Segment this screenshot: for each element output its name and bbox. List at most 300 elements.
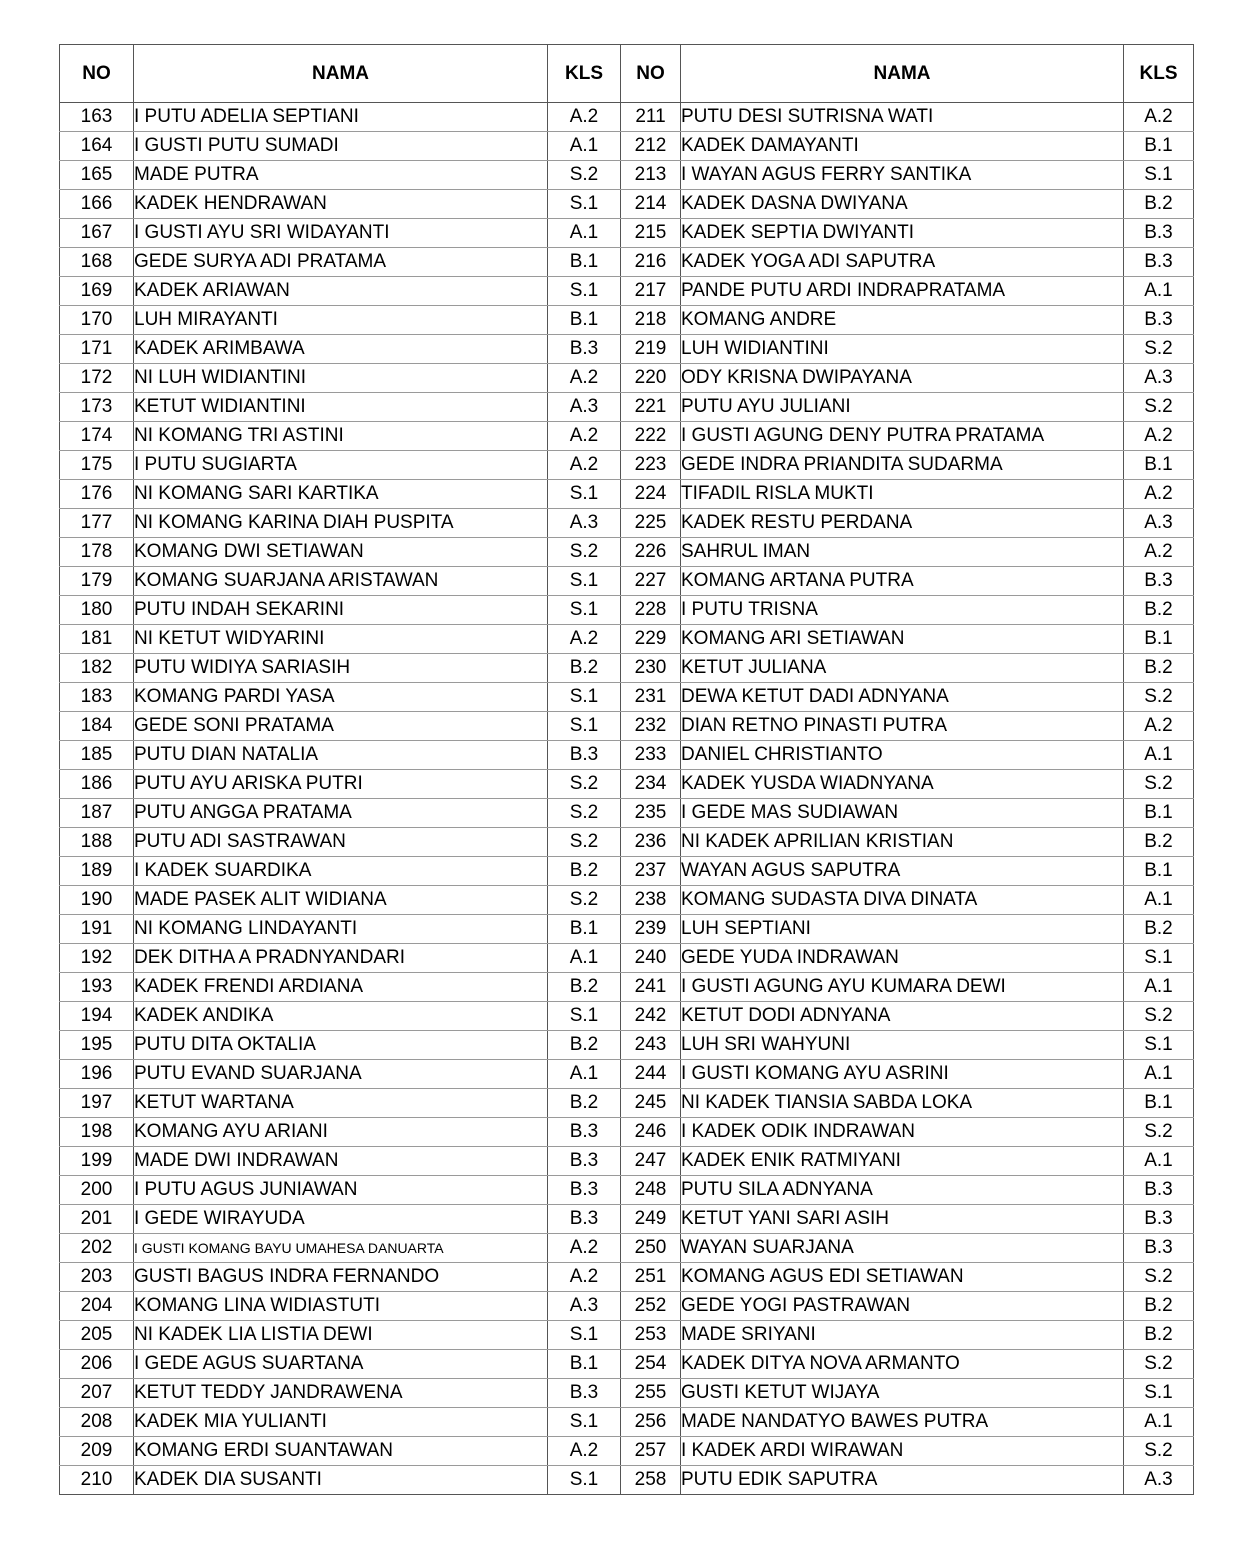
class-left: S.1	[548, 1321, 621, 1350]
student-name-left: PUTU DITA OKTALIA	[134, 1031, 548, 1060]
row-number-right: 241	[621, 973, 681, 1002]
table-row	[60, 596, 1194, 625]
class-left: S.2	[548, 799, 621, 828]
row-number-left: 186	[60, 770, 134, 799]
row-number-right: 234	[621, 770, 681, 799]
row-number-left: 163	[60, 103, 134, 132]
row-number-right: 255	[621, 1379, 681, 1408]
student-name-right: ODY KRISNA DWIPAYANA	[681, 364, 1124, 393]
student-name-left: PUTU INDAH SEKARINI	[134, 596, 548, 625]
class-left: A.2	[548, 1263, 621, 1292]
class-right: A.2	[1124, 712, 1194, 741]
row-number-left: 207	[60, 1379, 134, 1408]
student-name-right: KETUT DODI ADNYANA	[681, 1002, 1124, 1031]
table-row	[60, 1408, 1194, 1437]
student-name-right: DIAN RETNO PINASTI PUTRA	[681, 712, 1124, 741]
class-right: A.1	[1124, 1060, 1194, 1089]
row-number-right: 238	[621, 886, 681, 915]
student-name-left: KADEK ARIMBAWA	[134, 335, 548, 364]
class-left: S.1	[548, 683, 621, 712]
class-right: S.2	[1124, 1002, 1194, 1031]
student-name-left: KADEK FRENDI ARDIANA	[134, 973, 548, 1002]
class-left: S.2	[548, 886, 621, 915]
class-left: A.1	[548, 132, 621, 161]
row-number-right: 214	[621, 190, 681, 219]
table-row	[60, 1060, 1194, 1089]
student-name-right: PUTU AYU JULIANI	[681, 393, 1124, 422]
student-name-left: PUTU AYU ARISKA PUTRI	[134, 770, 548, 799]
row-number-right: 222	[621, 422, 681, 451]
student-name-right: GEDE YOGI PASTRAWAN	[681, 1292, 1124, 1321]
row-number-left: 195	[60, 1031, 134, 1060]
table-row	[60, 1176, 1194, 1205]
table-row	[60, 248, 1194, 277]
row-number-left: 204	[60, 1292, 134, 1321]
student-name-left: NI KETUT WIDYARINI	[134, 625, 548, 654]
row-number-right: 258	[621, 1466, 681, 1495]
table-row	[60, 1292, 1194, 1321]
student-name-right: KADEK DAMAYANTI	[681, 132, 1124, 161]
class-left: A.2	[548, 625, 621, 654]
row-number-right: 215	[621, 219, 681, 248]
student-name-right: KADEK DITYA NOVA ARMANTO	[681, 1350, 1124, 1379]
class-left: A.3	[548, 509, 621, 538]
class-left: A.2	[548, 1234, 621, 1263]
row-number-left: 202	[60, 1234, 134, 1263]
student-name-left: PUTU DIAN NATALIA	[134, 741, 548, 770]
student-name-left: I GUSTI KOMANG BAYU UMAHESA DANUARTA	[134, 1234, 548, 1263]
class-left: B.3	[548, 335, 621, 364]
row-number-right: 248	[621, 1176, 681, 1205]
class-left: S.1	[548, 480, 621, 509]
row-number-left: 182	[60, 654, 134, 683]
student-name-left: DEK DITHA A PRADNYANDARI	[134, 944, 548, 973]
row-number-right: 257	[621, 1437, 681, 1466]
class-right: S.1	[1124, 161, 1194, 190]
student-name-left: NI KOMANG TRI ASTINI	[134, 422, 548, 451]
table-row	[60, 103, 1194, 132]
student-name-right: I KADEK ARDI WIRAWAN	[681, 1437, 1124, 1466]
table-row	[60, 1089, 1194, 1118]
student-name-right: KETUT JULIANA	[681, 654, 1124, 683]
row-number-right: 240	[621, 944, 681, 973]
row-number-left: 196	[60, 1060, 134, 1089]
row-number-left: 194	[60, 1002, 134, 1031]
row-number-left: 180	[60, 596, 134, 625]
class-right: B.3	[1124, 567, 1194, 596]
class-right: S.1	[1124, 944, 1194, 973]
student-name-right: TIFADIL RISLA MUKTI	[681, 480, 1124, 509]
student-name-left: KADEK MIA YULIANTI	[134, 1408, 548, 1437]
student-name-right: KOMANG AGUS EDI SETIAWAN	[681, 1263, 1124, 1292]
header-kls-left: KLS	[548, 45, 621, 103]
table-row	[60, 567, 1194, 596]
row-number-right: 246	[621, 1118, 681, 1147]
table-row	[60, 973, 1194, 1002]
table-row	[60, 422, 1194, 451]
student-name-left: KETUT TEDDY JANDRAWENA	[134, 1379, 548, 1408]
row-number-left: 187	[60, 799, 134, 828]
student-name-right: KADEK SEPTIA DWIYANTI	[681, 219, 1124, 248]
class-right: B.2	[1124, 915, 1194, 944]
student-name-left: KOMANG ERDI SUANTAWAN	[134, 1437, 548, 1466]
class-right: A.2	[1124, 103, 1194, 132]
row-number-right: 252	[621, 1292, 681, 1321]
student-name-left: I GUSTI AYU SRI WIDAYANTI	[134, 219, 548, 248]
table-row	[60, 886, 1194, 915]
row-number-left: 178	[60, 538, 134, 567]
table-row	[60, 277, 1194, 306]
row-number-right: 249	[621, 1205, 681, 1234]
student-name-right: GEDE YUDA INDRAWAN	[681, 944, 1124, 973]
row-number-right: 232	[621, 712, 681, 741]
row-number-left: 201	[60, 1205, 134, 1234]
class-right: B.1	[1124, 625, 1194, 654]
class-right: S.2	[1124, 335, 1194, 364]
row-number-right: 228	[621, 596, 681, 625]
row-number-left: 189	[60, 857, 134, 886]
student-name-right: PUTU EDIK SAPUTRA	[681, 1466, 1124, 1495]
row-number-right: 211	[621, 103, 681, 132]
class-left: B.1	[548, 248, 621, 277]
row-number-right: 225	[621, 509, 681, 538]
row-number-left: 209	[60, 1437, 134, 1466]
student-name-left: I GUSTI PUTU SUMADI	[134, 132, 548, 161]
row-number-right: 236	[621, 828, 681, 857]
student-name-left: NI KOMANG LINDAYANTI	[134, 915, 548, 944]
table-row	[60, 857, 1194, 886]
student-name-right: KADEK DASNA DWIYANA	[681, 190, 1124, 219]
class-right: B.1	[1124, 451, 1194, 480]
student-name-right: WAYAN SUARJANA	[681, 1234, 1124, 1263]
row-number-left: 198	[60, 1118, 134, 1147]
row-number-right: 245	[621, 1089, 681, 1118]
student-name-left: GEDE SONI PRATAMA	[134, 712, 548, 741]
row-number-left: 183	[60, 683, 134, 712]
student-name-right: PUTU DESI SUTRISNA WATI	[681, 103, 1124, 132]
table-row	[60, 509, 1194, 538]
class-right: S.1	[1124, 1379, 1194, 1408]
class-left: B.1	[548, 306, 621, 335]
class-right: S.2	[1124, 1437, 1194, 1466]
table-row	[60, 1466, 1194, 1495]
student-name-right: I GUSTI AGUNG AYU KUMARA DEWI	[681, 973, 1124, 1002]
row-number-left: 208	[60, 1408, 134, 1437]
row-number-right: 254	[621, 1350, 681, 1379]
table-row	[60, 770, 1194, 799]
table-row	[60, 683, 1194, 712]
student-name-left: KOMANG AYU ARIANI	[134, 1118, 548, 1147]
table-row	[60, 1205, 1194, 1234]
student-name-left: KOMANG LINA WIDIASTUTI	[134, 1292, 548, 1321]
table-row	[60, 364, 1194, 393]
row-number-right: 231	[621, 683, 681, 712]
row-number-left: 177	[60, 509, 134, 538]
student-name-right: WAYAN AGUS SAPUTRA	[681, 857, 1124, 886]
student-roster-sheet	[59, 44, 1194, 1495]
table-row	[60, 828, 1194, 857]
table-row	[60, 1350, 1194, 1379]
class-left: S.2	[548, 161, 621, 190]
row-number-left: 185	[60, 741, 134, 770]
student-name-left: I GEDE WIRAYUDA	[134, 1205, 548, 1234]
row-number-left: 199	[60, 1147, 134, 1176]
student-name-right: KOMANG SUDASTA DIVA DINATA	[681, 886, 1124, 915]
class-right: S.2	[1124, 1350, 1194, 1379]
row-number-right: 223	[621, 451, 681, 480]
row-number-right: 213	[621, 161, 681, 190]
table-row	[60, 915, 1194, 944]
student-roster-table	[59, 44, 1194, 1495]
class-left: S.2	[548, 538, 621, 567]
class-right: A.2	[1124, 422, 1194, 451]
class-left: B.3	[548, 741, 621, 770]
table-row	[60, 538, 1194, 567]
table-row	[60, 393, 1194, 422]
class-left: A.3	[548, 393, 621, 422]
class-left: S.2	[548, 770, 621, 799]
class-left: S.1	[548, 277, 621, 306]
class-right: A.2	[1124, 538, 1194, 567]
student-name-right: DANIEL CHRISTIANTO	[681, 741, 1124, 770]
class-left: B.2	[548, 1089, 621, 1118]
class-left: A.1	[548, 219, 621, 248]
student-name-right: I KADEK ODIK INDRAWAN	[681, 1118, 1124, 1147]
student-name-left: KOMANG PARDI YASA	[134, 683, 548, 712]
row-number-right: 233	[621, 741, 681, 770]
row-number-right: 219	[621, 335, 681, 364]
class-left: B.1	[548, 915, 621, 944]
student-name-left: I PUTU SUGIARTA	[134, 451, 548, 480]
table-row	[60, 1031, 1194, 1060]
student-name-left: NI LUH WIDIANTINI	[134, 364, 548, 393]
class-right: B.2	[1124, 596, 1194, 625]
class-right: S.1	[1124, 1031, 1194, 1060]
class-left: A.1	[548, 944, 621, 973]
student-name-right: KOMANG ANDRE	[681, 306, 1124, 335]
student-name-left: GUSTI BAGUS INDRA FERNANDO	[134, 1263, 548, 1292]
row-number-right: 227	[621, 567, 681, 596]
student-name-left: LUH MIRAYANTI	[134, 306, 548, 335]
class-right: A.1	[1124, 886, 1194, 915]
row-number-left: 188	[60, 828, 134, 857]
row-number-left: 200	[60, 1176, 134, 1205]
student-name-right: I PUTU TRISNA	[681, 596, 1124, 625]
class-right: B.1	[1124, 1089, 1194, 1118]
table-row	[60, 1321, 1194, 1350]
row-number-right: 250	[621, 1234, 681, 1263]
class-right: A.1	[1124, 277, 1194, 306]
header-kls-right: KLS	[1124, 45, 1194, 103]
student-name-left: KETUT WARTANA	[134, 1089, 548, 1118]
class-left: S.1	[548, 190, 621, 219]
row-number-left: 164	[60, 132, 134, 161]
student-name-right: I GUSTI AGUNG DENY PUTRA PRATAMA	[681, 422, 1124, 451]
row-number-left: 192	[60, 944, 134, 973]
table-row	[60, 1002, 1194, 1031]
class-left: B.2	[548, 654, 621, 683]
class-left: S.1	[548, 567, 621, 596]
table-row	[60, 1437, 1194, 1466]
student-name-left: PUTU ANGGA PRATAMA	[134, 799, 548, 828]
row-number-left: 179	[60, 567, 134, 596]
student-name-right: PUTU SILA ADNYANA	[681, 1176, 1124, 1205]
class-right: B.3	[1124, 1205, 1194, 1234]
header-no-left: NO	[60, 45, 134, 103]
row-number-right: 226	[621, 538, 681, 567]
table-row	[60, 799, 1194, 828]
row-number-right: 237	[621, 857, 681, 886]
student-name-left: KADEK DIA SUSANTI	[134, 1466, 548, 1495]
row-number-right: 221	[621, 393, 681, 422]
table-row	[60, 480, 1194, 509]
student-name-left: I PUTU ADELIA SEPTIANI	[134, 103, 548, 132]
class-right: A.1	[1124, 973, 1194, 1002]
class-left: A.2	[548, 103, 621, 132]
class-left: S.1	[548, 596, 621, 625]
table-row	[60, 1147, 1194, 1176]
row-number-right: 243	[621, 1031, 681, 1060]
row-number-right: 224	[621, 480, 681, 509]
row-number-left: 166	[60, 190, 134, 219]
student-name-left: PUTU EVAND SUARJANA	[134, 1060, 548, 1089]
table-row	[60, 1234, 1194, 1263]
class-left: A.2	[548, 422, 621, 451]
class-right: B.2	[1124, 828, 1194, 857]
row-number-left: 173	[60, 393, 134, 422]
class-right: B.2	[1124, 190, 1194, 219]
class-left: B.2	[548, 973, 621, 1002]
table-row	[60, 219, 1194, 248]
row-number-left: 193	[60, 973, 134, 1002]
table-row	[60, 190, 1194, 219]
table-row	[60, 712, 1194, 741]
class-right: B.2	[1124, 1321, 1194, 1350]
class-left: B.1	[548, 1350, 621, 1379]
class-right: B.1	[1124, 857, 1194, 886]
student-name-right: MADE NANDATYO BAWES PUTRA	[681, 1408, 1124, 1437]
student-name-right: NI KADEK APRILIAN KRISTIAN	[681, 828, 1124, 857]
student-name-right: LUH SEPTIANI	[681, 915, 1124, 944]
header-nama-left: NAMA	[134, 45, 548, 103]
table-row	[60, 944, 1194, 973]
row-number-right: 251	[621, 1263, 681, 1292]
student-name-right: KOMANG ARI SETIAWAN	[681, 625, 1124, 654]
table-row	[60, 161, 1194, 190]
table-row	[60, 306, 1194, 335]
row-number-right: 242	[621, 1002, 681, 1031]
header-nama-right: NAMA	[681, 45, 1124, 103]
row-number-right: 235	[621, 799, 681, 828]
class-left: A.2	[548, 451, 621, 480]
student-name-left: KADEK ANDIKA	[134, 1002, 548, 1031]
student-name-left: KETUT WIDIANTINI	[134, 393, 548, 422]
row-number-left: 203	[60, 1263, 134, 1292]
student-name-left: KOMANG DWI SETIAWAN	[134, 538, 548, 567]
row-number-right: 217	[621, 277, 681, 306]
student-name-right: MADE SRIYANI	[681, 1321, 1124, 1350]
class-right: A.2	[1124, 480, 1194, 509]
row-number-right: 244	[621, 1060, 681, 1089]
student-name-right: DEWA KETUT DADI ADNYANA	[681, 683, 1124, 712]
student-name-right: LUH SRI WAHYUNI	[681, 1031, 1124, 1060]
class-right: S.2	[1124, 393, 1194, 422]
class-right: A.3	[1124, 364, 1194, 393]
student-name-right: KADEK ENIK RATMIYANI	[681, 1147, 1124, 1176]
class-right: B.2	[1124, 1292, 1194, 1321]
row-number-left: 205	[60, 1321, 134, 1350]
student-name-left: KOMANG SUARJANA ARISTAWAN	[134, 567, 548, 596]
student-name-right: I WAYAN AGUS FERRY SANTIKA	[681, 161, 1124, 190]
row-number-left: 170	[60, 306, 134, 335]
table-row	[60, 451, 1194, 480]
table-row	[60, 741, 1194, 770]
class-left: B.3	[548, 1118, 621, 1147]
row-number-right: 212	[621, 132, 681, 161]
class-right: B.3	[1124, 1176, 1194, 1205]
student-name-right: KADEK YOGA ADI SAPUTRA	[681, 248, 1124, 277]
student-name-right: KOMANG ARTANA PUTRA	[681, 567, 1124, 596]
roster-body	[60, 103, 1194, 1495]
table-row	[60, 132, 1194, 161]
student-name-left: KADEK ARIAWAN	[134, 277, 548, 306]
class-right: B.2	[1124, 654, 1194, 683]
class-right: B.3	[1124, 248, 1194, 277]
table-row	[60, 625, 1194, 654]
row-number-left: 190	[60, 886, 134, 915]
student-name-left: NI KOMANG SARI KARTIKA	[134, 480, 548, 509]
student-name-right: GUSTI KETUT WIJAYA	[681, 1379, 1124, 1408]
class-right: A.1	[1124, 741, 1194, 770]
class-left: B.2	[548, 857, 621, 886]
student-name-right: KADEK RESTU PERDANA	[681, 509, 1124, 538]
table-row	[60, 1118, 1194, 1147]
row-number-left: 191	[60, 915, 134, 944]
row-number-right: 256	[621, 1408, 681, 1437]
class-left: S.1	[548, 1002, 621, 1031]
student-name-right: GEDE INDRA PRIANDITA SUDARMA	[681, 451, 1124, 480]
student-name-left: I PUTU AGUS JUNIAWAN	[134, 1176, 548, 1205]
row-number-left: 184	[60, 712, 134, 741]
row-number-right: 239	[621, 915, 681, 944]
table-row	[60, 1379, 1194, 1408]
student-name-left: GEDE SURYA ADI PRATAMA	[134, 248, 548, 277]
student-name-left: NI KOMANG KARINA DIAH PUSPITA	[134, 509, 548, 538]
row-number-right: 220	[621, 364, 681, 393]
student-name-left: MADE PUTRA	[134, 161, 548, 190]
student-name-left: NI KADEK LIA LISTIA DEWI	[134, 1321, 548, 1350]
row-number-left: 169	[60, 277, 134, 306]
row-number-left: 197	[60, 1089, 134, 1118]
class-left: S.1	[548, 712, 621, 741]
class-left: A.1	[548, 1060, 621, 1089]
row-number-right: 229	[621, 625, 681, 654]
student-name-right: KETUT YANI SARI ASIH	[681, 1205, 1124, 1234]
header-no-right: NO	[621, 45, 681, 103]
class-left: S.1	[548, 1408, 621, 1437]
table-row	[60, 654, 1194, 683]
row-number-left: 206	[60, 1350, 134, 1379]
student-name-right: I GEDE MAS SUDIAWAN	[681, 799, 1124, 828]
class-left: A.3	[548, 1292, 621, 1321]
row-number-right: 247	[621, 1147, 681, 1176]
student-name-left: I GEDE AGUS SUARTANA	[134, 1350, 548, 1379]
row-number-left: 174	[60, 422, 134, 451]
student-name-left: PUTU WIDIYA SARIASIH	[134, 654, 548, 683]
class-left: B.3	[548, 1205, 621, 1234]
class-right: A.1	[1124, 1147, 1194, 1176]
row-number-left: 165	[60, 161, 134, 190]
